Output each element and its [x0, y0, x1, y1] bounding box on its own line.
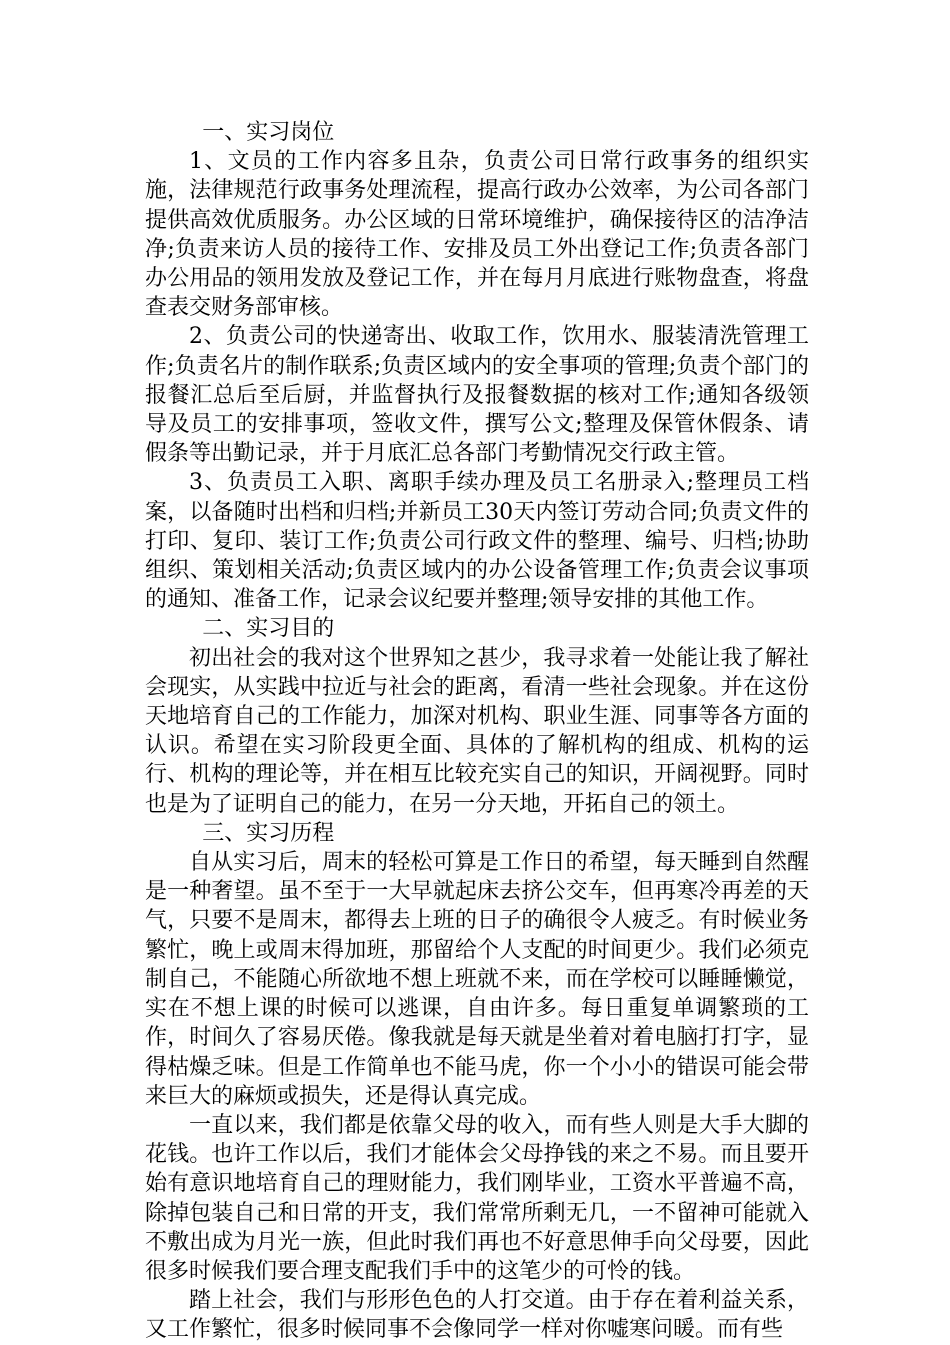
- paragraph: 初出社会的我对这个世界知之甚少，我寻求着一处能让我了解社会现实，从实践中拉近与社会的距离，看清一些社会现象。并在这份天地培育自己的工作能力，加深对机构、职业生涯、同事等各方面的认识。希望在实习阶段更全面、具体的了解机构的组成、机构的运行、机构的理论等，并在相互比较充实自己的知识，开阔视野。同时也是为了证明自己的能力，在另一分天地，开拓自己的领土。: [145, 645, 809, 817]
- paragraph: 2、负责公司的快递寄出、收取工作，饮用水、服装清洗管理工作;负责名片的制作联系;负责区域内的安全事项的管理;负责个部门的报餐汇总后至后厨，并监督执行及报餐数据的核对工作;通知各级领导及员工的安排事项，签收文件，撰写公文;整理及保管休假条、请假条等出勤记录，并于月底汇总各部门考勤情况交行政主管。: [145, 324, 809, 467]
- section-heading: 二、实习目的: [202, 616, 335, 642]
- section-heading: 三、实习历程: [202, 820, 335, 846]
- paragraph: 踏上社会，我们与形形色色的人打交道。由于存在着利益关系，又工作繁忙，很多时候同事不会像同学一样对你嘘寒问暖。而有些: [145, 1288, 809, 1343]
- paragraph: 1、文员的工作内容多且杂，负责公司日常行政事务的组织实施，法律规范行政事务处理流程，提高行政办公效率，为公司各部门提供高效优质服务。办公区域的日常环境维护，确保接待区的洁净洁净;负责来访人员的接待工作、安排及员工外出登记工作;负责各部门办公用品的领用发放及登记工作，并在每月月底进行账物盘查，将盘查表交财务部审核。: [145, 149, 809, 321]
- document-page: [145, 118, 809, 1345]
- paragraph: 一直以来，我们都是依靠父母的收入，而有些人则是大手大脚的花钱。也许工作以后，我们才能体会父母挣钱的来之不易。而且要开始有意识地培育自己的理财能力，我们刚毕业，工资水平普遍不高，除掉包装自己和日常的开支，我们常常所剩无几，一不留神可能就入不敷出成为月光一族，但此时我们再也不好意思伸手向父母要，因此很多时候我们要合理支配我们手中的这笔少的可怜的钱。: [145, 1112, 809, 1284]
- section-heading: 一、实习岗位: [202, 120, 335, 145]
- paragraph: 3、负责员工入职、离职手续办理及员工名册录入;整理员工档案，以备随时出档和归档;并新员工30天内签订劳动合同;负责文件的打印、复印、装订工作;负责公司行政文件的整理、编号、归档;协助组织、策划相关活动;负责区域内的办公设备管理工作;负责会议事项的通知、准备工作，记录会议纪要并整理;领导安排的其他工作。: [145, 470, 809, 613]
- paragraph: 自从实习后，周末的轻松可算是工作日的希望，每天睡到自然醒是一种奢望。虽不至于一大早就起床去挤公交车，但再寒冷再差的天气，只要不是周末，都得去上班的日子的确很令人疲乏。有时候业务繁忙，晚上或周末得加班，那留给个人支配的时间更少。我们必须克制自己，不能随心所欲地不想上班就不来，而在学校可以睡睡懒觉，实在不想上课的时候可以逃课，自由许多。每日重复单调繁琐的工作，时间久了容易厌倦。像我就是每天就是坐着对着电脑打打字，显得枯燥乏味。但是工作简单也不能马虎，你一个小小的错误可能会带来巨大的麻烦或损失，还是得认真完成。: [145, 850, 809, 1109]
